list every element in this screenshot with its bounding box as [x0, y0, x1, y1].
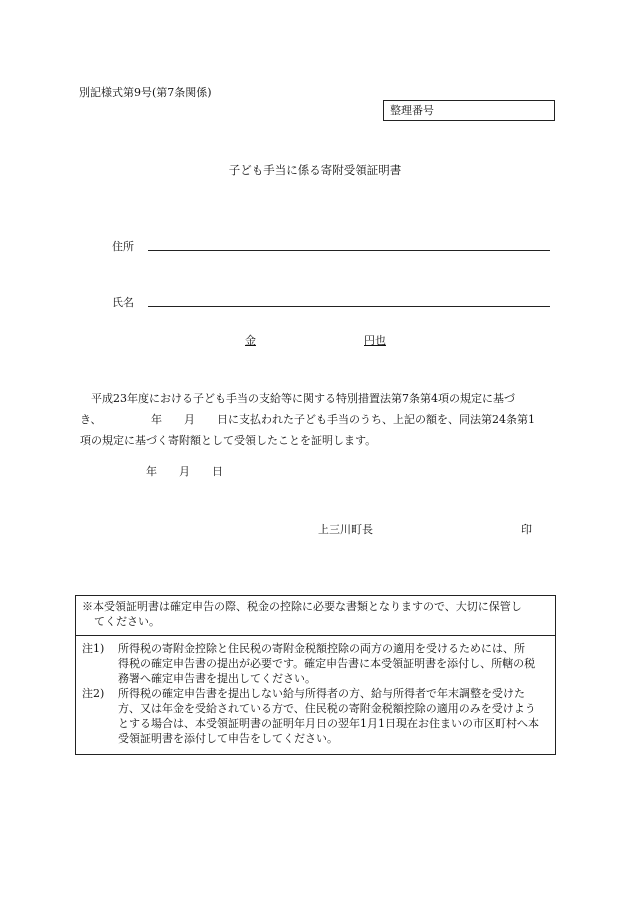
- amount-suffix: 円也: [364, 334, 386, 347]
- note-line: 務署へ確定申告書を提出してください。: [118, 672, 316, 685]
- note-line: 所得税の確定申告書を提出しない給与所得者の方、給与所得者で年末調整を受けた: [118, 687, 525, 700]
- name-label: 氏名: [112, 296, 134, 309]
- document-title: 子ども手当に係る寄附受領証明書: [228, 163, 402, 177]
- notes-section: [76, 636, 555, 746]
- address-label: 住所: [112, 240, 134, 253]
- note-line: とする場合は、本受領証明書の証明年月日の翌年1月1日現在お住まいの市区町村へ本: [118, 717, 539, 730]
- reference-number-label: 整理番号: [390, 104, 434, 117]
- note-line: 受領証明書を添付して申告をしてください。: [118, 732, 338, 745]
- note-line: 所得税の寄附金控除と住民税の寄附金税額控除の両方の適用を受けるためには、所: [118, 642, 525, 655]
- name-line: [148, 306, 550, 307]
- notice-section: [76, 596, 555, 636]
- mayor-title: 上三川町長: [318, 523, 373, 536]
- note-line: 方、又は年金を受給されている方で、住民税の寄附金税額控除の適用のみを受けよう: [118, 702, 536, 715]
- note-number: 注1): [82, 642, 105, 655]
- seal-mark: 印: [521, 523, 532, 536]
- amount-blank: [256, 334, 364, 347]
- reference-number-box: [383, 100, 555, 121]
- note-item: [82, 686, 549, 746]
- certification-date: 年 月 日: [146, 465, 223, 478]
- paragraph-line: 平成23年度における子ども手当の支給等に関する特別措置法第7条第4項の規定に基づ: [80, 392, 515, 405]
- form-number-label: 別記様式第9号(第7条関係): [79, 86, 212, 99]
- note-number: 注2): [82, 687, 105, 700]
- address-line: [148, 250, 550, 251]
- paragraph-line: き、 年 月 日に支払われた子ども手当のうち、上記の額を、同法第24条第1: [80, 413, 536, 426]
- note-line: 得税の確定申告書の提出が必要です。確定申告書に本受領証明書を添付し、所轄の税: [118, 657, 536, 670]
- amount-prefix: 金: [245, 334, 256, 347]
- certification-paragraph: [80, 388, 556, 451]
- notes-box: [75, 595, 556, 755]
- amount-line: [245, 332, 386, 348]
- notice-line: てください。: [94, 615, 160, 628]
- notice-line: ※本受領証明書は確定申告の際、税金の控除に必要な書類となりますので、大切に保管し: [82, 600, 522, 613]
- note-item: [82, 641, 549, 686]
- paragraph-line: 項の規定に基づく寄附額として受領したことを証明します。: [80, 434, 377, 447]
